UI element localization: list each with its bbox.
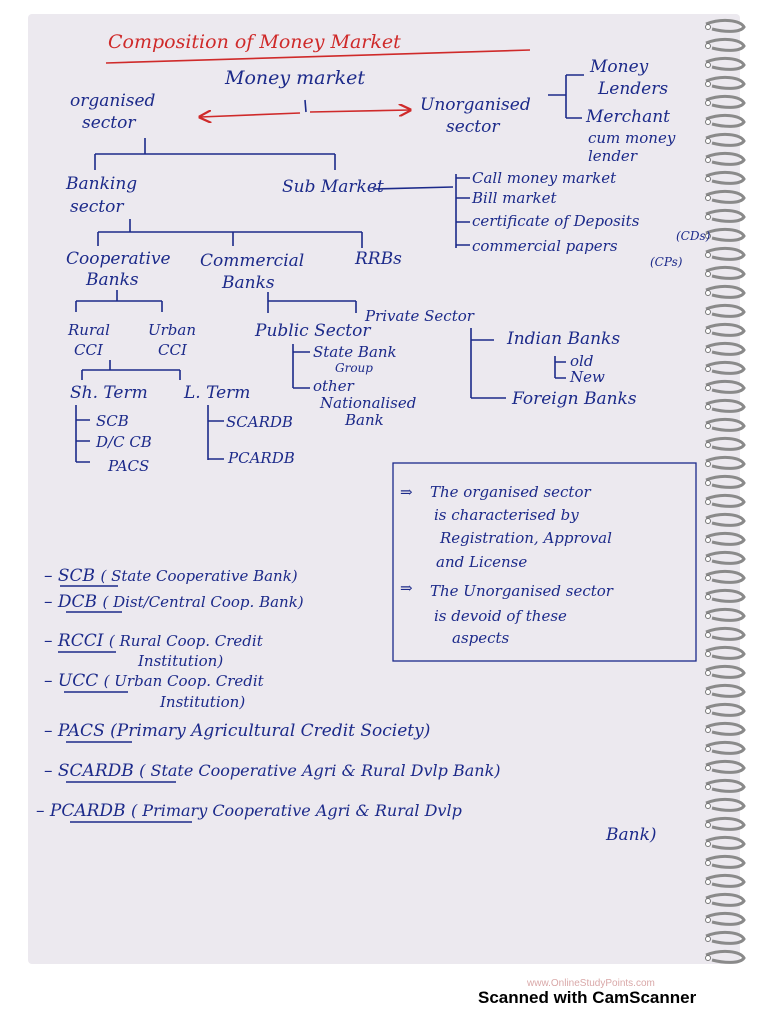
root-node: Money market bbox=[225, 67, 365, 89]
sub-item-cd: certificate of Deposits bbox=[472, 212, 640, 230]
def-abbr: DCB bbox=[57, 592, 98, 612]
merchant-3: lender bbox=[588, 147, 637, 165]
def-abbr: SCB bbox=[57, 566, 96, 586]
urban-cci-2: CCI bbox=[158, 341, 187, 359]
banking-label-2: sector bbox=[70, 197, 124, 217]
box-line-5: The Unorganised sector bbox=[430, 582, 613, 600]
sub-item-call-money: Call money market bbox=[472, 169, 617, 187]
unorganised-label-1: Unorganised bbox=[420, 95, 531, 115]
merchant-2: cum money bbox=[588, 129, 676, 147]
commercial-banks-1: Commercial bbox=[200, 251, 305, 271]
l-item-scardb: SCARDB bbox=[226, 413, 293, 431]
box-line-2: is characterised by bbox=[434, 506, 579, 524]
def-item: – SCARDB ( State Cooperative Agri & Rural Dvlp Bank) bbox=[44, 761, 501, 781]
sh-item-dccb: D/C CB bbox=[96, 433, 152, 451]
def-item: – DCB ( Dist/Central Coop. Bank) bbox=[44, 592, 304, 612]
def-item: – RCCI ( Rural Coop. Credit bbox=[44, 631, 263, 651]
sh-item-pacs: PACS bbox=[108, 457, 150, 475]
sub-item-cp: commercial papers bbox=[472, 237, 618, 255]
sub-item-cp-note: (CPs) bbox=[650, 255, 683, 269]
def-text-cont: Institution) bbox=[138, 652, 224, 670]
rrbs-label: RRBs bbox=[355, 249, 402, 269]
box-arrow-2-icon: ⇒ bbox=[400, 579, 413, 597]
sub-item-bill: Bill market bbox=[472, 189, 557, 207]
rural-cci-1: Rural bbox=[68, 321, 110, 339]
box-line-4: and License bbox=[436, 553, 528, 571]
def-text: ( State Cooperative Agri & Rural Dvlp Bank) bbox=[139, 761, 501, 780]
sub-item-cd-note: (CDs) bbox=[676, 229, 711, 243]
money-lenders-1: Money bbox=[590, 57, 649, 77]
watermark: www.OnlineStudyPoints.com bbox=[527, 978, 655, 989]
def-abbr: SCARDB bbox=[57, 761, 134, 781]
def-item: – PACS (Primary Agricultural Credit Society) bbox=[44, 721, 431, 741]
box-line-7: aspects bbox=[452, 629, 510, 647]
box-line-3: Registration, Approval bbox=[440, 529, 612, 547]
indian-banks-new: New bbox=[570, 368, 605, 386]
commercial-banks-2: Banks bbox=[222, 273, 275, 293]
short-term-label: Sh. Term bbox=[70, 383, 148, 403]
def-abbr: UCC bbox=[57, 671, 99, 691]
organised-label-2: sector bbox=[82, 113, 136, 133]
urban-cci-1: Urban bbox=[148, 321, 197, 339]
state-bank-2: Group bbox=[335, 361, 373, 375]
box-line-6: is devoid of these bbox=[434, 607, 567, 625]
public-sector-label: Public Sector bbox=[255, 321, 371, 341]
private-sector-label: Private Sector bbox=[365, 307, 474, 325]
def-abbr: PCARDB bbox=[49, 801, 126, 821]
long-term-label: L. Term bbox=[184, 383, 251, 403]
other-nationalised-2: Nationalised bbox=[320, 394, 417, 412]
def-item: – SCB ( State Cooperative Bank) bbox=[44, 566, 298, 586]
page-title: Composition of Money Market bbox=[108, 31, 401, 53]
cooperative-banks-2: Banks bbox=[86, 270, 139, 290]
def-text-cont: Institution) bbox=[160, 693, 246, 711]
foreign-banks-label: Foreign Banks bbox=[512, 389, 637, 409]
state-bank-1: State Bank bbox=[313, 343, 397, 361]
box-arrow-1-icon: ⇒ bbox=[400, 483, 413, 501]
def-text: ( Urban Coop. Credit bbox=[103, 672, 264, 690]
money-lenders-2: Lenders bbox=[598, 79, 669, 99]
organised-label-1: organised bbox=[70, 91, 156, 111]
merchant-1: Merchant bbox=[586, 107, 670, 127]
def-text: ( Dist/Central Coop. Bank) bbox=[102, 593, 304, 611]
sh-item-scb: SCB bbox=[96, 412, 129, 430]
cooperative-banks-1: Cooperative bbox=[66, 249, 171, 269]
def-text: ( State Cooperative Bank) bbox=[100, 567, 298, 585]
indian-banks-old: old bbox=[570, 352, 594, 370]
def-text: ( Primary Cooperative Agri & Rural Dvlp bbox=[130, 801, 462, 820]
def-item: – PCARDB ( Primary Cooperative Agri & Rural Dvlp bbox=[36, 801, 462, 821]
box-line-1: The organised sector bbox=[430, 483, 591, 501]
def-abbr: PACS bbox=[57, 721, 105, 741]
unorganised-label-2: sector bbox=[446, 117, 500, 137]
def-text-cont: Bank) bbox=[606, 825, 657, 845]
banking-label-1: Banking bbox=[66, 174, 138, 194]
other-nationalised-3: Bank bbox=[345, 411, 384, 429]
other-nationalised-1: other bbox=[313, 377, 354, 395]
submarket-label: Sub Market bbox=[282, 177, 384, 197]
def-abbr: RCCI bbox=[57, 631, 104, 651]
def-text: ( Rural Coop. Credit bbox=[108, 632, 263, 650]
rural-cci-2: CCI bbox=[74, 341, 103, 359]
l-item-pcardb: PCARDB bbox=[228, 449, 295, 467]
def-item: – UCC ( Urban Coop. Credit bbox=[44, 671, 264, 691]
scanner-footer: Scanned with CamScanner bbox=[478, 988, 697, 1007]
def-text: (Primary Agricultural Credit Society) bbox=[110, 721, 431, 741]
indian-banks-label: Indian Banks bbox=[507, 329, 621, 349]
